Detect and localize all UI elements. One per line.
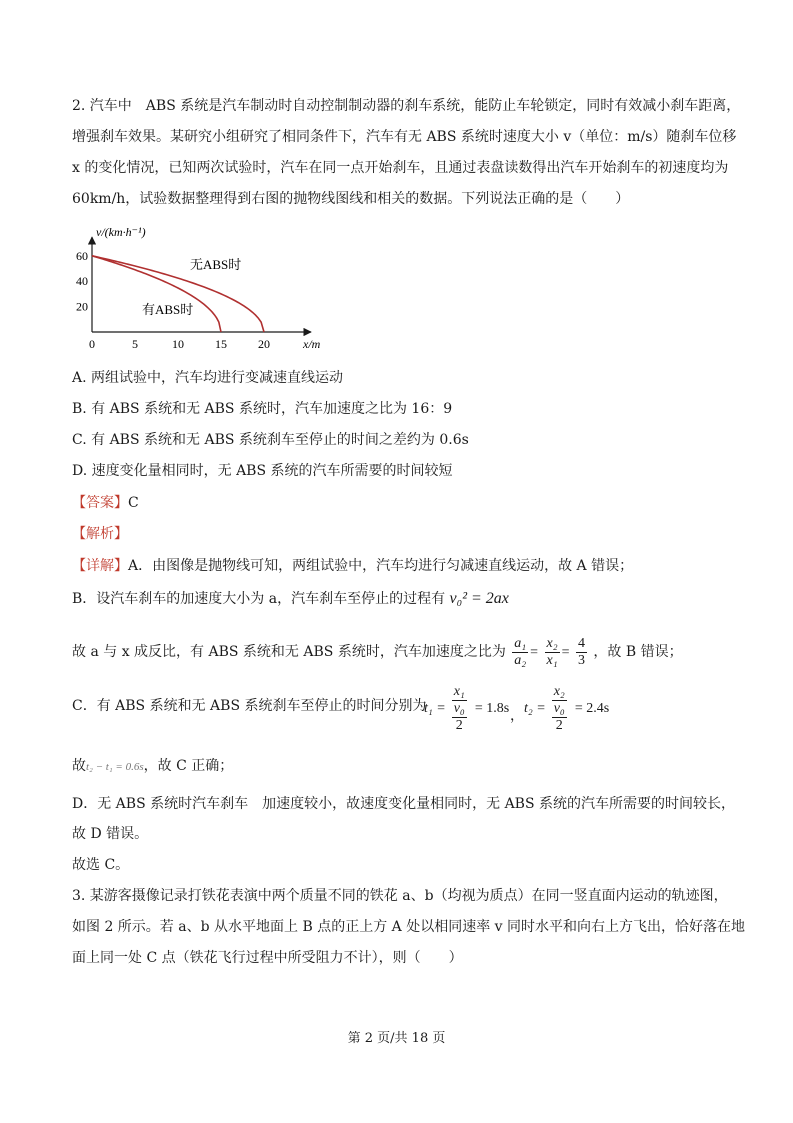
detail-b2-post: ，故 B 错误； (593, 644, 683, 660)
q3-stem-line-3: 面上同一处 C 点（铁花飞行过程中所受阻力不计），则（ ） (72, 950, 463, 966)
t1-formula (424, 684, 509, 734)
q2-stem-line-2: 增强刹车效果。某研究小组研究了相同条件下，汽车有无 ABS 系统时速度大小 v（单位：m/s）随刹车位移 (72, 129, 737, 145)
detail-b2-pre: 故 a 与 x 成反比，有 ABS 系统和无 ABS 系统时，汽车加速度之比为 (72, 644, 506, 660)
y-tick-label-60: 60 (76, 248, 88, 263)
frac-r-num: 4 (577, 635, 585, 651)
detail-c1-pre: C．有 ABS 系统和无 ABS 系统刹车至停止的时间分别为 (72, 698, 427, 714)
t2-formula (524, 684, 609, 734)
x-tick-label-0: 0 (89, 337, 95, 351)
t1-value: = 1.8s (474, 701, 510, 716)
x-axis-label: x/m (303, 337, 320, 351)
t1-fraction (450, 684, 469, 734)
y-tick-label-40: 40 (76, 274, 88, 289)
y-tick-label-20: 20 (76, 299, 88, 314)
answer-tag: 【答案】 (72, 495, 128, 511)
formula-v0-squared: v₀² = 2ax (449, 590, 509, 607)
q3-stem-line-2: 如图 2 所示。若 a、b 从水平地面上 B 点的正上方 A 处以相同速率 v 同时水平和向右上方飞出，恰好落在地 (72, 919, 746, 935)
detail-tag: 【详解】 (72, 558, 128, 574)
detail-b2-line: 故 a 与 x 成反比，有 ABS 系统和无 ABS 系统时，汽车加速度之比为 $\frac{\text{a₁}}{\text{a₂}}$ = $\frac{\text{x₂}}{\text{x₁}}$ = $\frac{4}{3}$ ，故 B 错误； (72, 635, 683, 668)
answer-line (72, 493, 139, 513)
frac-a-num: a₁ (514, 635, 527, 651)
t1-den-bot: 2 (455, 718, 463, 733)
q3-stem-line-1: 3. 某游客摄像记录打铁花表演中两个质量不同的铁花 a、b（均视为质点）在同一竖直面内运动的轨迹图， (72, 888, 728, 904)
detail-c2-post: ，故 C 正确； (143, 758, 234, 774)
option-d: D. 速度变化量相同时，无 ABS 系统的汽车所需要的时间较短 (72, 463, 453, 479)
option-a: A. 两组试验中，汽车均进行变减速直线运动 (72, 370, 344, 386)
series-label-no-abs: 无ABS时 (190, 257, 242, 272)
y-axis-label: v/(km·h⁻¹) (96, 225, 146, 239)
detail-c1-line (72, 690, 427, 714)
detail-d1: D．无 ABS 系统时汽车刹车 加速度较小，故速度变化量相同时，无 ABS 系统的汽车所需要的时间较长， (72, 796, 736, 812)
fraction-x2-x1 (545, 636, 560, 669)
t2-fraction (550, 684, 569, 734)
x-tick-label-5: 5 (132, 337, 138, 351)
series-label-abs: 有ABS时 (142, 302, 194, 317)
t2-den-bot: 2 (555, 718, 563, 733)
frac-a-den: a₂ (514, 652, 527, 668)
detail-b1-line (72, 589, 509, 609)
conclusion: 故选 C。 (72, 857, 130, 873)
t1-den-top: v₀ (453, 701, 465, 716)
t2-den-top: v₀ (553, 701, 565, 716)
t1-num: x₁ (453, 684, 465, 699)
q2-stem-line-1: 2. 汽车中 ABS 系统是汽车制动时自动控制制动器的刹车系统，能防止车轮锁定，同时有效减小刹车距离， (72, 98, 741, 114)
frac-x-den: x₁ (546, 652, 558, 668)
detail-c2-line (72, 756, 233, 777)
fraction-a1-a2 (512, 636, 528, 669)
detail-a-line (72, 556, 633, 576)
t1-den (450, 701, 469, 734)
q2-stem-line-4: 60km/h，试验数据整理得到右图的抛物线图线和相关的数据。下列说法正确的是（ ） (72, 191, 630, 207)
analysis-tag: 【解析】 (72, 526, 128, 542)
q2-stem-line-3: x 的变化情况，已知两次试验时，汽车在同一点开始刹车，且通过表盘读数得出汽车开始刹车的初速度均为 (72, 160, 729, 176)
option-c: C. 有 ABS 系统和无 ABS 系统刹车至停止的时间之差约为 0.6s (72, 432, 469, 448)
detail-b1-text: B．设汽车刹车的加速度大小为 a，汽车刹车至停止的过程有 (72, 591, 446, 607)
detail-c2-formula: t₂ − t₁ = 0.6s (86, 761, 144, 773)
x-tick-label-20: 20 (258, 337, 270, 351)
answer-value: C (128, 495, 139, 511)
t2-value: = 2.4s (574, 701, 610, 716)
frac-x-num: x₂ (546, 635, 558, 651)
t2-label: t₂ = (524, 701, 546, 716)
detail-a-text: A．由图像是抛物线可知，两组试验中，汽车均进行匀减速直线运动，故 A 错误； (128, 558, 634, 574)
detail-c2-pre: 故 (72, 758, 86, 774)
option-b: B. 有 ABS 系统和无 ABS 系统时，汽车加速度之比为 16：9 (72, 401, 453, 417)
x-tick-label-10: 10 (172, 337, 184, 351)
velocity-displacement-chart (60, 222, 320, 357)
page-footer: 第 2 页/共 18 页 (347, 1031, 446, 1046)
detail-d2: 故 D 错误。 (72, 826, 149, 842)
frac-r-den: 3 (577, 652, 585, 668)
x-tick-label-15: 15 (215, 337, 227, 351)
t2-den (550, 701, 569, 734)
t2-num: x₂ (553, 684, 565, 699)
t-comma: ， (510, 708, 524, 724)
t1-label: t₁ = (424, 701, 446, 716)
fraction-4-3 (576, 636, 587, 669)
